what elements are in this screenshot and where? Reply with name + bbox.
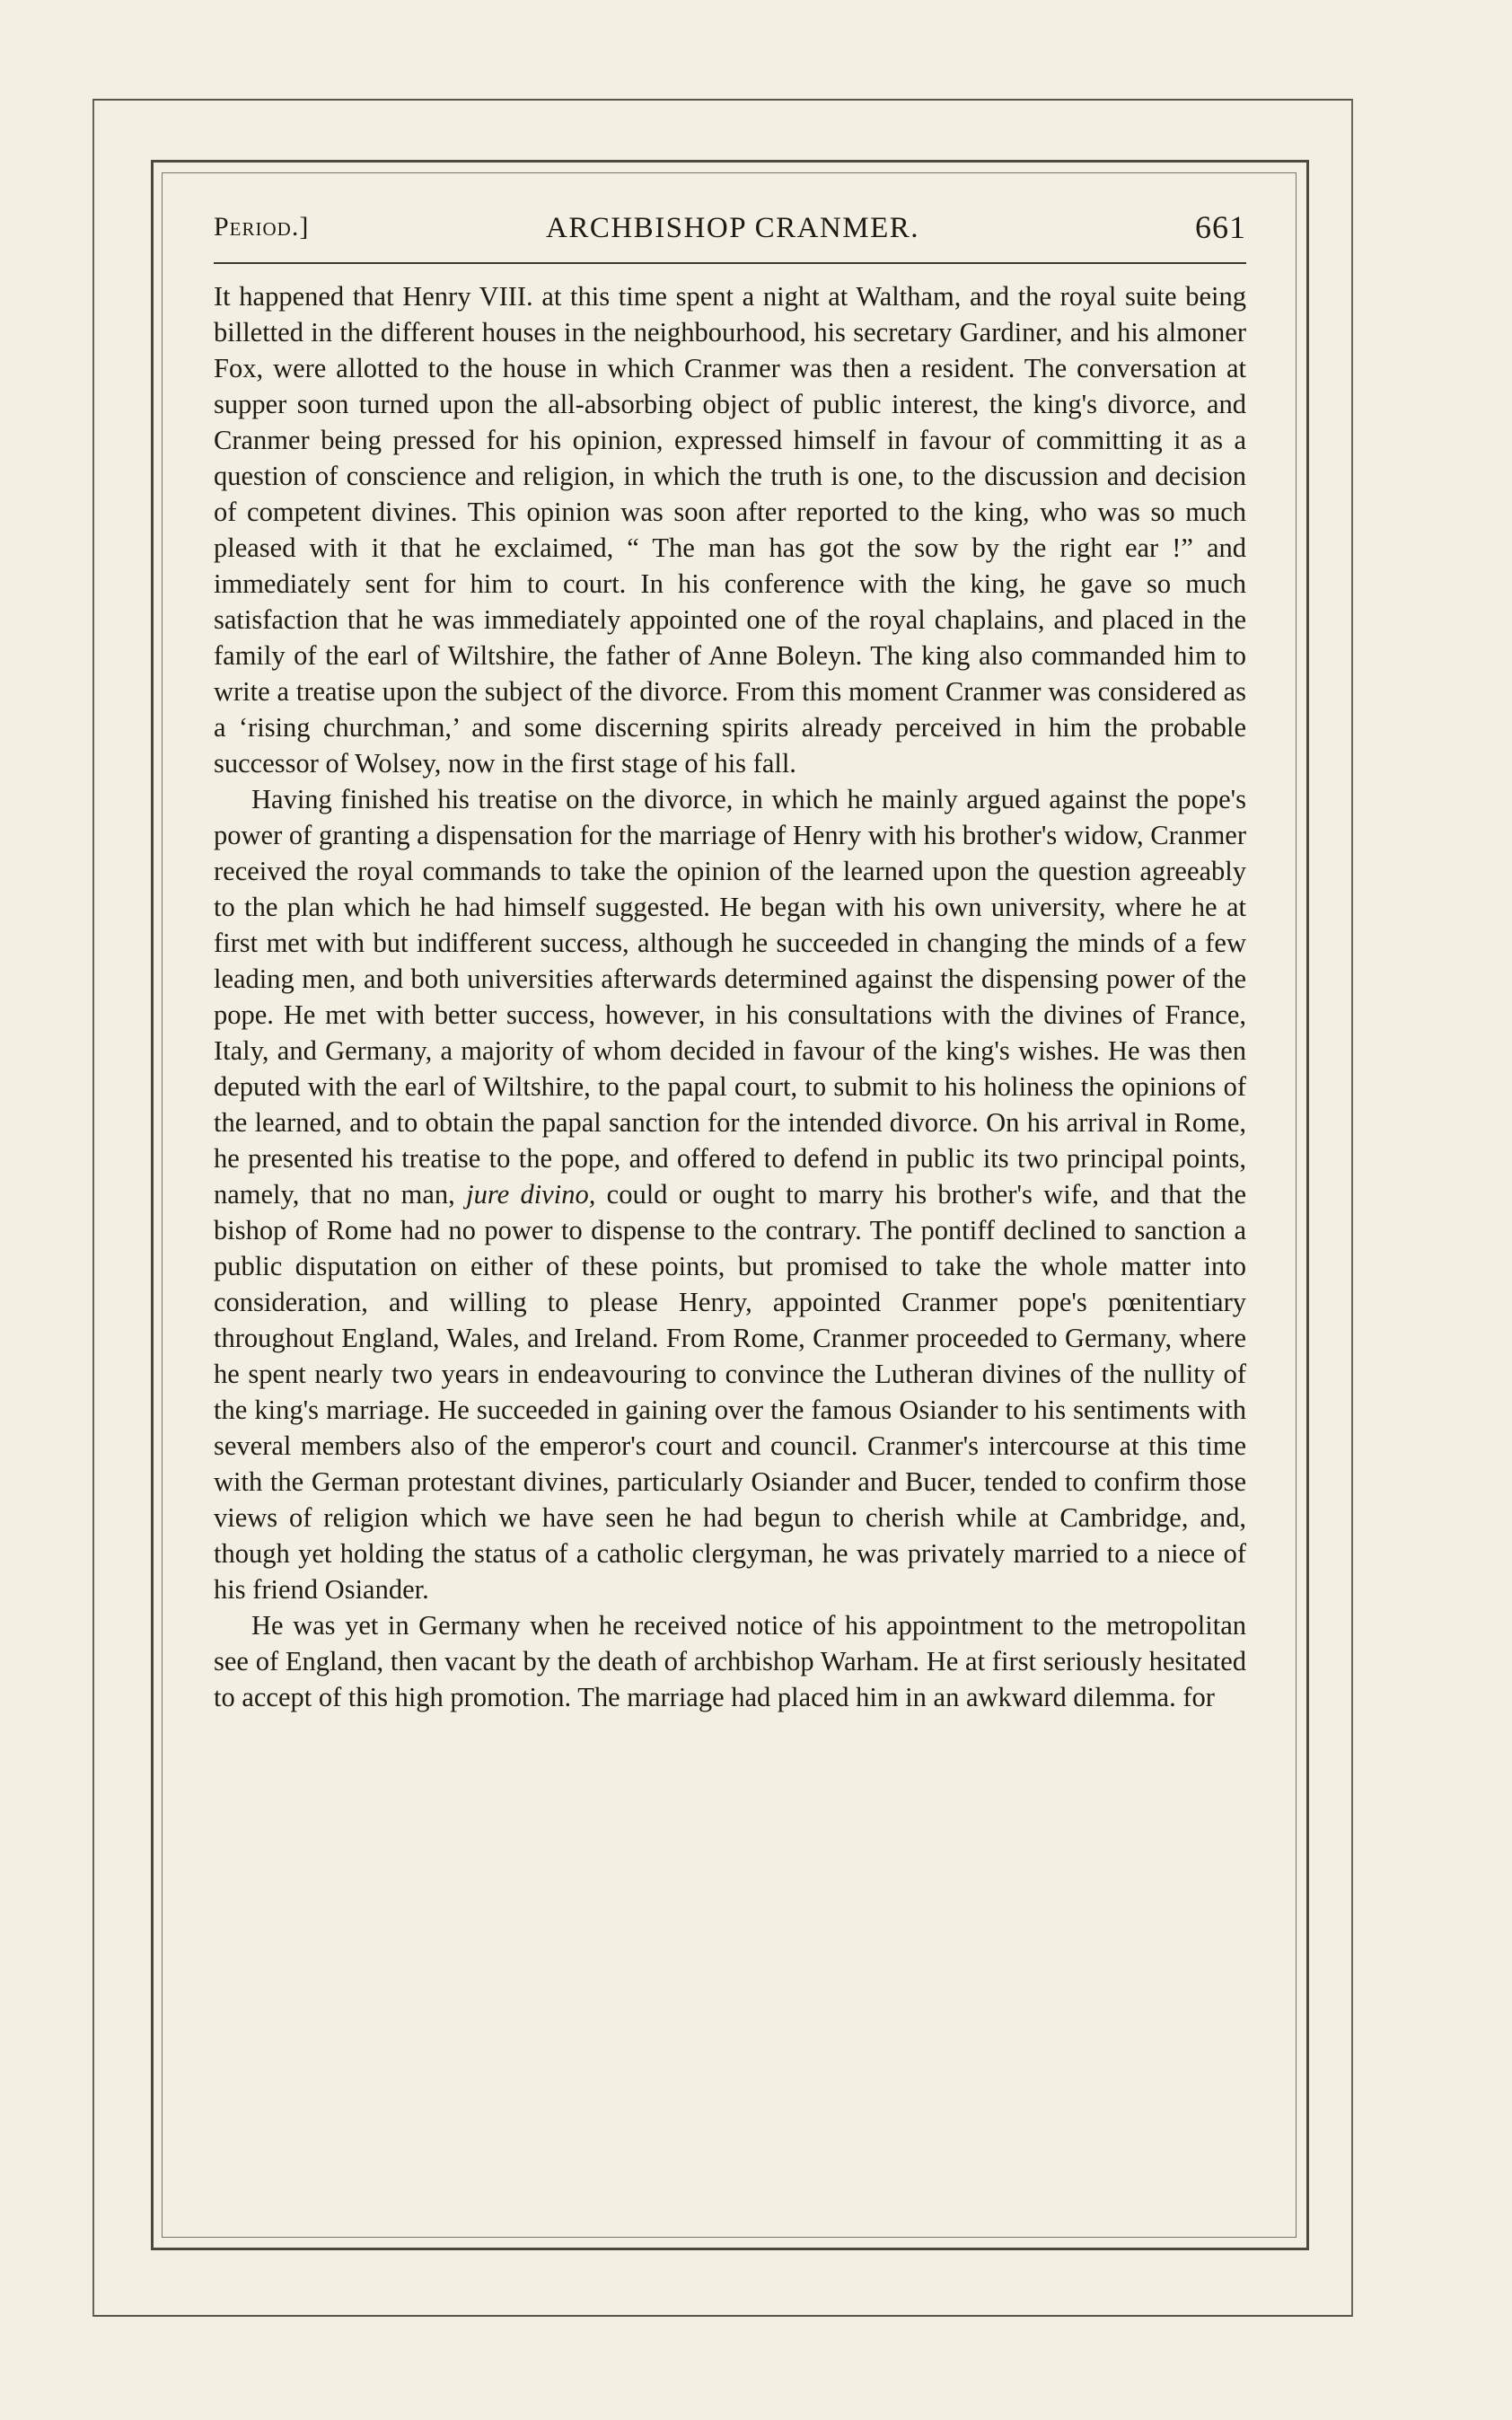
page-number: 661 [1195,209,1246,245]
paragraph-1: It happened that Henry VIII. at this time spent a night at Waltham, and the royal suite being billetted in the different houses in the neighbourhood, his secretary Gardiner, and his almoner Fox, were allotted to the house in which Cranmer was then a resident. The conversation at supper soon turned upon the all-absorbing object of public interest, the king's divorce, and Cranmer being pressed for his opinion, expressed himself in favour of committing it as a question of conscience and religion, in which the truth is one, to the discussion and decision of competent divines. This opinion was soon after reported to the king, who was so much pleased with it that he exclaimed, “ The man has got the sow by the right ear !” and immediately sent for him to court. In his conference with the king, he gave so much satisfaction that he was immediately appointed one of the royal chaplains, and placed in the family of the earl of Wiltshire, the father of Anne Boleyn. The king also commanded him to write a treatise upon the subject of the divorce. From this moment Cranmer was considered as a ‘rising churchman,’ and some discerning spirits already perceived in him the probable successor of Wolsey, now in the first stage of his fall. [214,281,1246,779]
paragraph-2 [214,781,1246,1607]
body-text [214,278,1246,1715]
paragraph-3: He was yet in Germany when he received notice of his appointment to the metropolitan see of England, then vacant by the death of archbishop Warham. He at first seriously hesitated to accept of this high promotion. The marriage had placed him in an awkward dilemma. for [214,1610,1246,1712]
page-title: ARCHBISHOP CRANMER. [546,212,920,244]
latin-phrase: jure divino, [466,1179,596,1210]
paragraph-2-text-b: could or ought to marry his brother's wife, and that the bishop of Rome had no power to dispense to the contrary. The pontiff declined to sanction a public disputation on either of these points, but promised to take the whole matter into consideration, and willing to please Henry, appointed Cranmer pope's pœnitentiary throughout England, Wales, and Ireland. From Rome, Cranmer proceeded to Germany, where he spent nearly two years in endeavouring to convince the Lutheran divines of the nullity of the king's marriage. He succeeded in gaining over the famous Osiander to his sentiments with several members also of the emperor's court and council. Cranmer's intercourse at this time with the German protestant divines, particularly Osiander and Bucer, tended to confirm those views of religion which we have seen he had begun to cherish while at Cambridge, and, though yet holding the status of a catholic clergyman, he was privately married to a niece of his friend Osiander. [214,1179,1247,1605]
section-label: Period.] [214,212,310,242]
running-head [214,208,1246,253]
paragraph-2-text-a: Having finished his treatise on the divorce, in which he mainly argued against the pope's power of granting a dispensation for the marriage of Henry with his brother's widow, Cranmer received the royal commands to take the opinion of the learned upon the question agreeably to the plan which he had himself suggested. He began with his own university, where he at first met with but indifferent success, although he succeeded in changing the minds of a few leading men, and both universities afterwards determined against the dispensing power of the pope. He met with better success, however, in his consultations with the divines of France, Italy, and Germany, a majority of whom decided in favour of the king's wishes. He was then deputed with the earl of Wiltshire, to the papal court, to submit to his holiness the opinions of the learned, and to obtain the papal sanction for the intended divorce. On his arrival in Rome, he presented his treatise to the pope, and offered to defend in public its two principal points, namely, that no man, [214,784,1246,1210]
header-rule [214,262,1246,264]
